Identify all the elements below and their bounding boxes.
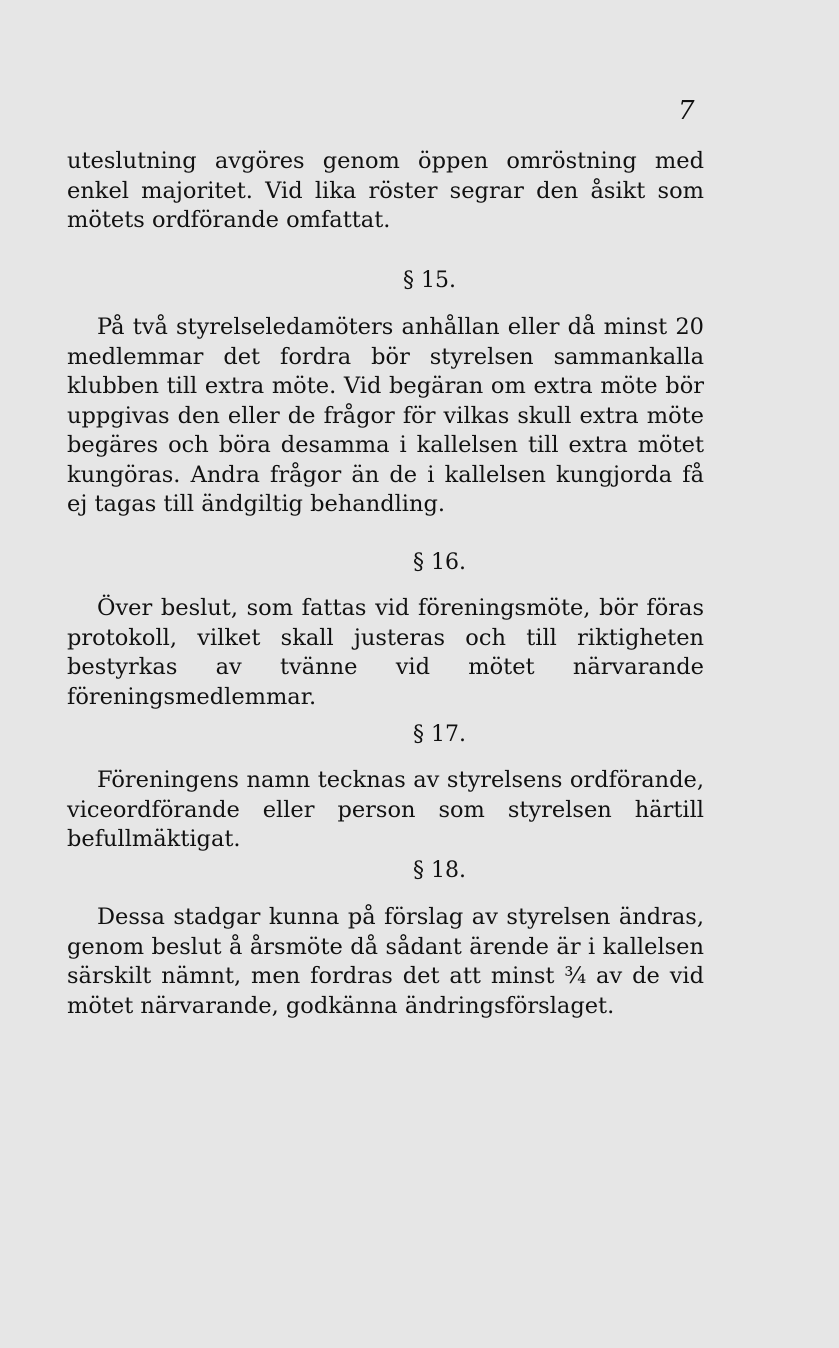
section-18-body <box>67 903 704 1021</box>
paragraph-text: På två styrelseledamöters anhållan eller då minst 20 medlemmar det fordra bör styrelsen sammankalla klubben till extra möte. Vid begäran om extra möte bör uppgivas den eller de frågor för vilkas skull extra möte begäres och böra desamma i kallelsen till extra mötet kungöras. Andra frågor än de i kallelsen kungjorda få ej tagas till ändgiltig behandling. <box>67 314 704 517</box>
paragraph-text: Över beslut, som fattas vid föreningsmöte, bör föras protokoll, vilket skall justeras och till riktigheten bestyrkas av tvänne vid mötet närvarande föreningsmedlemmar. <box>67 595 704 710</box>
section-heading-text: § 15. <box>403 268 456 293</box>
section-15-body <box>67 313 704 520</box>
section-heading-text: § 16. <box>413 550 466 575</box>
section-heading-17 <box>0 722 839 747</box>
section-16-body <box>67 594 704 712</box>
section-heading-text: § 17. <box>413 722 466 747</box>
section-heading-18 <box>0 858 839 883</box>
paragraph-text: Föreningens namn tecknas av styrelsens ordförande, viceordförande eller person som styrelsen härtill befullmäktigat. <box>67 767 704 852</box>
paragraph-continuation <box>67 147 704 236</box>
section-heading-text: § 18. <box>413 858 466 883</box>
section-17-body <box>67 766 704 855</box>
paragraph-text: Dessa stadgar kunna på förslag av styrelsen ändras, genom beslut å årsmöte då sådant ärende är i kallelsen särskilt nämnt, men fordras det att minst ¾ av de vid mötet närvarande, godkänna ändringsförslaget. <box>67 904 704 1019</box>
section-heading-16 <box>0 550 839 575</box>
section-heading-15 <box>0 268 839 293</box>
page-number: 7 <box>678 96 695 126</box>
paragraph-text: uteslutning avgöres genom öppen omröstning med enkel majoritet. Vid lika röster segrar den åsikt som mötets ordförande omfattat. <box>67 148 704 233</box>
